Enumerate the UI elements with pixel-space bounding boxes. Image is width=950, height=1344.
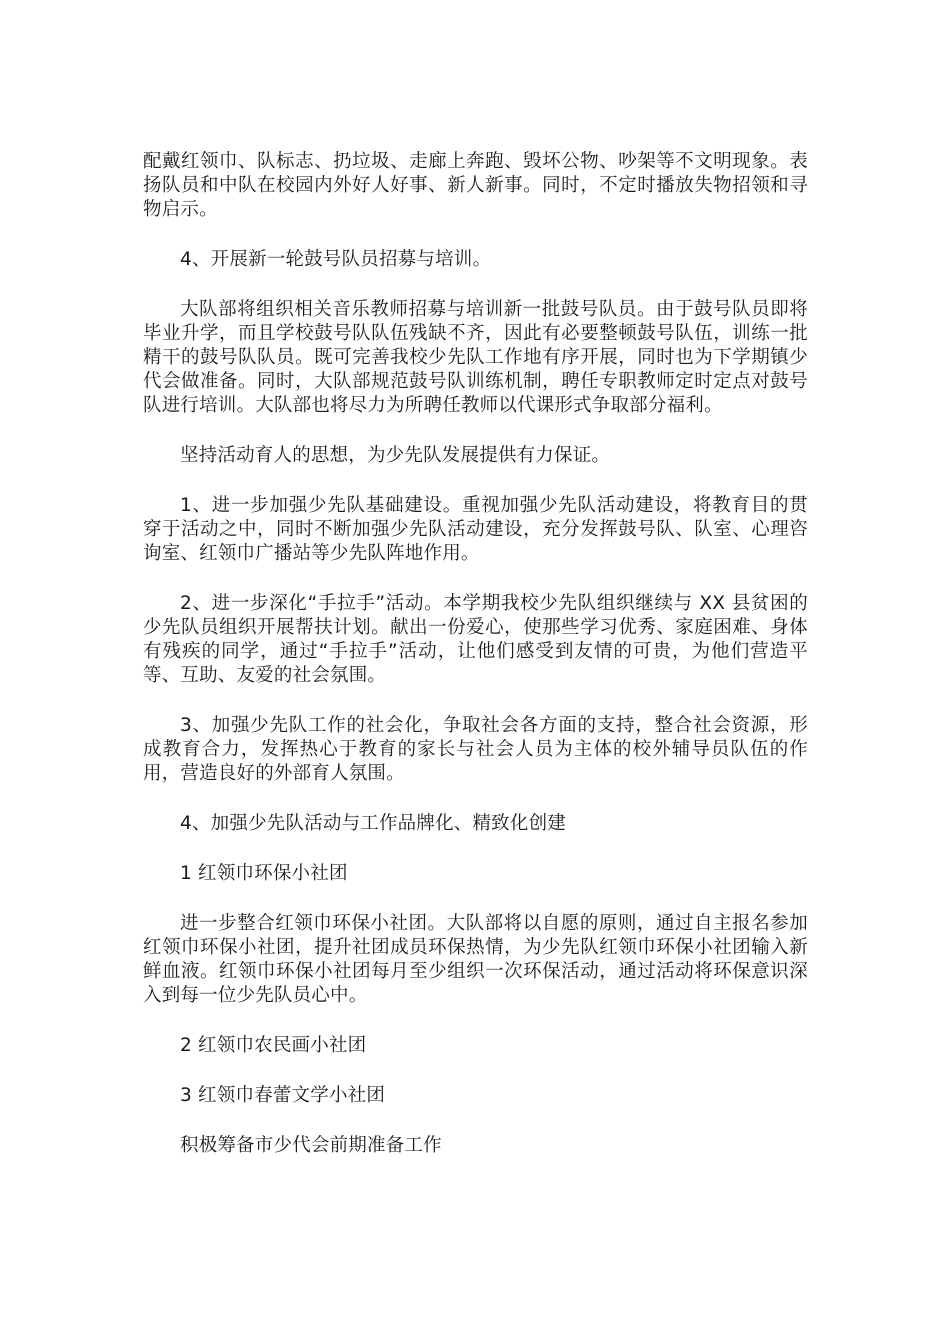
document-body xyxy=(143,150,808,1184)
paragraph-activity-principle: 坚持活动育人的思想，为少先队发展提供有力保证。 xyxy=(180,445,611,466)
paragraph-environmental-club-detail: 进一步整合红领巾环保小社团。大队部将以自愿的原则，通过自主报名参加红领巾环保小社团，提升社团成员环保热情，为少先队红领巾环保小社团输入新鲜血液。红领巾环保小社团每月至少组织一次环保活动，通过活动将环保意识深入到每一位少先队员心中。 xyxy=(143,913,808,1006)
paragraph-subitem-painting-club: 2 红领巾农民画小社团 xyxy=(180,1035,367,1056)
paragraph-subitem-literature-club: 3 红领巾春蕾文学小社团 xyxy=(180,1085,386,1106)
paragraph-congress-preparation: 积极筹备市少代会前期准备工作 xyxy=(180,1135,442,1156)
paragraph-item-3: 3、加强少先队工作的社会化，争取社会各方面的支持，整合社会资源，形成教育合力，发挥热心于教育的家长与社会人员为主体的校外辅导员队伍的作用，营造良好的外部育人氛围。 xyxy=(143,715,808,784)
paragraph-item-1: 1、进一步加强少先队基础建设。重视加强少先队活动建设，将教育目的贯穿于活动之中，同时不断加强少先队活动建设，充分发挥鼓号队、队室、心理咨询室、红领巾广播站等少先队阵地作用。 xyxy=(143,495,808,564)
paragraph-subitem-environmental-club: 1 红领巾环保小社团 xyxy=(180,863,348,884)
paragraph-continuation: 配戴红领巾、队标志、扔垃圾、走廊上奔跑、毁坏公物、吵架等不文明现象。表扬队员和中队在校园内外好人好事、新人新事。同时，不定时播放失物招领和寻物启示。 xyxy=(143,151,808,220)
paragraph-drum-team-recruitment: 大队部将组织相关音乐教师招募与培训新一批鼓号队员。由于鼓号队员即将毕业升学，而且学校鼓号队队伍残缺不齐，因此有必要整顿鼓号队伍，训练一批精干的鼓号队队员。既可完善我校少先队工作地有序开展，同时也为下学期镇少代会做准备。同时，大队部规范鼓号队训练机制，聘任专职教师定时定点对鼓号队进行培训。大队部也将尽力为所聘任教师以代课形式争取部分福利。 xyxy=(143,299,808,416)
paragraph-item-2: 2、进一步深化“手拉手”活动。本学期我校少先队组织继续与 XX 县贫困的少先队员组织开展帮扶计划。献出一份爱心，使那些学习优秀、家庭困难、身体有残疾的同学，通过“手拉手”活动，让他们感受到友情的可贵，为他们营造平等、互助、友爱的社会氛围。 xyxy=(143,593,808,686)
paragraph-item-4: 4、加强少先队活动与工作品牌化、精致化创建 xyxy=(180,813,566,834)
paragraph-heading-drum-team: 4、开展新一轮鼓号队员招募与培训。 xyxy=(180,249,492,270)
